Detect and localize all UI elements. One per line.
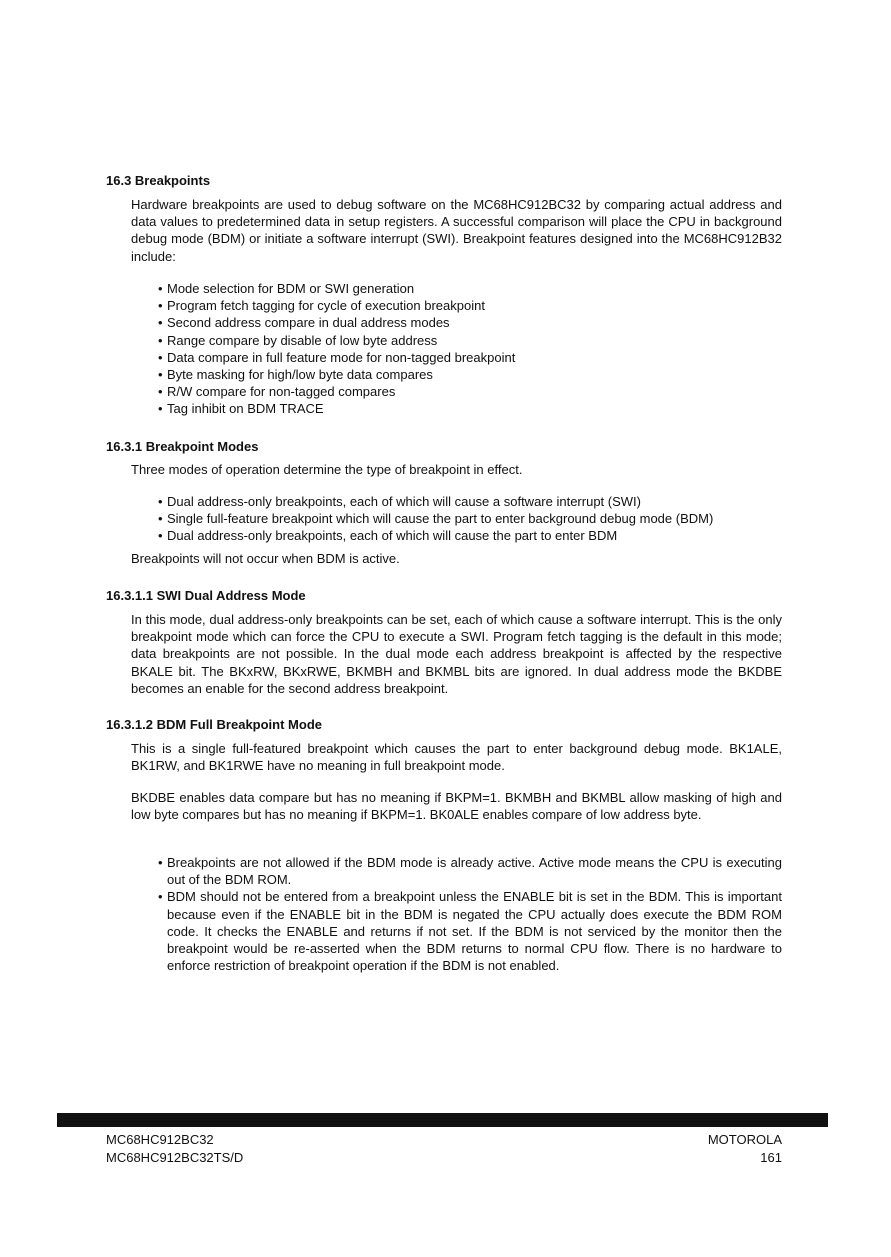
bullet-icon: • [158, 332, 163, 348]
bullet-icon: • [158, 401, 163, 417]
feature-bullet-list [158, 280, 782, 418]
footer-page-number: 161 [760, 1150, 782, 1165]
list-item: • BDM should not be entered from a breakpoint unless the ENABLE bit is set in the BDM. This is important because even if the ENABLE bit in the BDM is negated the CPU actually does execute the BDM ROM code. It checks the ENABLE and returns if not set. If the BDM is not serviced by the monitor then the breakpoint would be re-asserted when the BDM returns to normal CPU flow. There is no hardware to enforce restriction of breakpoint operation if the BDM is not enabled. [158, 889, 782, 974]
footer-rule [57, 1113, 828, 1127]
list-item: • Tag inhibit on BDM TRACE [158, 401, 324, 417]
section-body-paragraph: This is a single full-featured breakpoint which causes the part to enter background debug mode. BK1ALE, BK1RW, and BK1RWE have no meaning in full breakpoint mode. [131, 741, 782, 774]
bullet-icon: • [158, 384, 163, 400]
list-item: • Mode selection for BDM or SWI generation [158, 281, 415, 296]
section-heading-breakpoint-modes: 16.3.1 Breakpoint Modes [106, 439, 259, 454]
section-heading-breakpoints: 16.3 Breakpoints [106, 173, 211, 188]
section-heading-bdm-full-breakpoint-mode: 16.3.1.2 BDM Full Breakpoint Mode [106, 717, 322, 732]
footer-brand: MOTOROLA [707, 1132, 782, 1147]
section-intro-paragraph: Hardware breakpoints are used to debug software on the MC68HC912BC32 by comparing actual address and data values to predetermined data in setup registers. A successful comparison will place the CPU in background debug mode (BDM) or initiate a software interrupt (SWI). Breakpoint features designed into the MC68HC912B32 include: [131, 197, 782, 264]
list-item: • Dual address-only breakpoints, each of which will cause the part to enter BDM [158, 528, 618, 544]
bullet-icon: • [158, 889, 163, 905]
bullet-icon: • [158, 855, 163, 870]
bullet-icon: • [158, 298, 163, 314]
bullet-icon: • [158, 281, 163, 296]
bullet-icon: • [158, 494, 163, 509]
list-item: • R/W compare for non-tagged compares [158, 384, 396, 400]
bullet-icon: • [158, 528, 163, 544]
list-item: • Byte masking for high/low byte data compares [158, 367, 433, 383]
note-bullet-list [158, 854, 782, 974]
list-item: • Second address compare in dual address modes [158, 315, 450, 331]
section-body-paragraph-2: BKDBE enables data compare but has no meaning if BKPM=1. BKMBH and BKMBL allow masking of high and low byte compares but has no meaning if BKPM=1. BK0ALE enables compare of low address byte. [131, 790, 782, 823]
footer-part-number: MC68HC912BC32 [106, 1132, 214, 1147]
list-item: • Data compare in full feature mode for non-tagged breakpoint [158, 349, 516, 365]
bullet-icon: • [158, 315, 163, 331]
section-body-paragraph: In this mode, dual address-only breakpoints can be set, each of which cause a software interrupt. This is the only breakpoint mode which can force the CPU to execute a SWI. Program fetch tagging is the default in this mode; data breakpoints are not possible. In the dual mode each address breakpoint is affected by the respective BKALE bit. The BKxRW, BKxRWE, BKMBH and BKMBL bits are ignored. In dual address mode the BKDBE becomes an enable for the second address breakpoint. [131, 612, 782, 696]
bullet-icon: • [158, 349, 163, 365]
section-intro-paragraph: Three modes of operation determine the type of breakpoint in effect. [131, 462, 523, 477]
bullet-icon: • [158, 367, 163, 383]
section-heading-swi-dual-address-mode: 16.3.1.1 SWI Dual Address Mode [106, 588, 306, 603]
list-item: • Dual address-only breakpoints, each of which will cause a software interrupt (SWI) [158, 494, 641, 509]
list-item: • Single full-feature breakpoint which will cause the part to enter background debug mode (BDM) [158, 511, 714, 527]
footer-document-number: MC68HC912BC32TS/D [106, 1150, 244, 1165]
bullet-icon: • [158, 511, 163, 527]
list-item: • Program fetch tagging for cycle of execution breakpoint [158, 298, 485, 314]
mode-bullet-list [158, 493, 782, 545]
list-item: • Range compare by disable of low byte address [158, 332, 438, 348]
section-outro-paragraph: Breakpoints will not occur when BDM is active. [131, 551, 400, 566]
list-item: • Breakpoints are not allowed if the BDM mode is already active. Active mode means the CPU is executing out of the BDM ROM. [158, 855, 782, 888]
